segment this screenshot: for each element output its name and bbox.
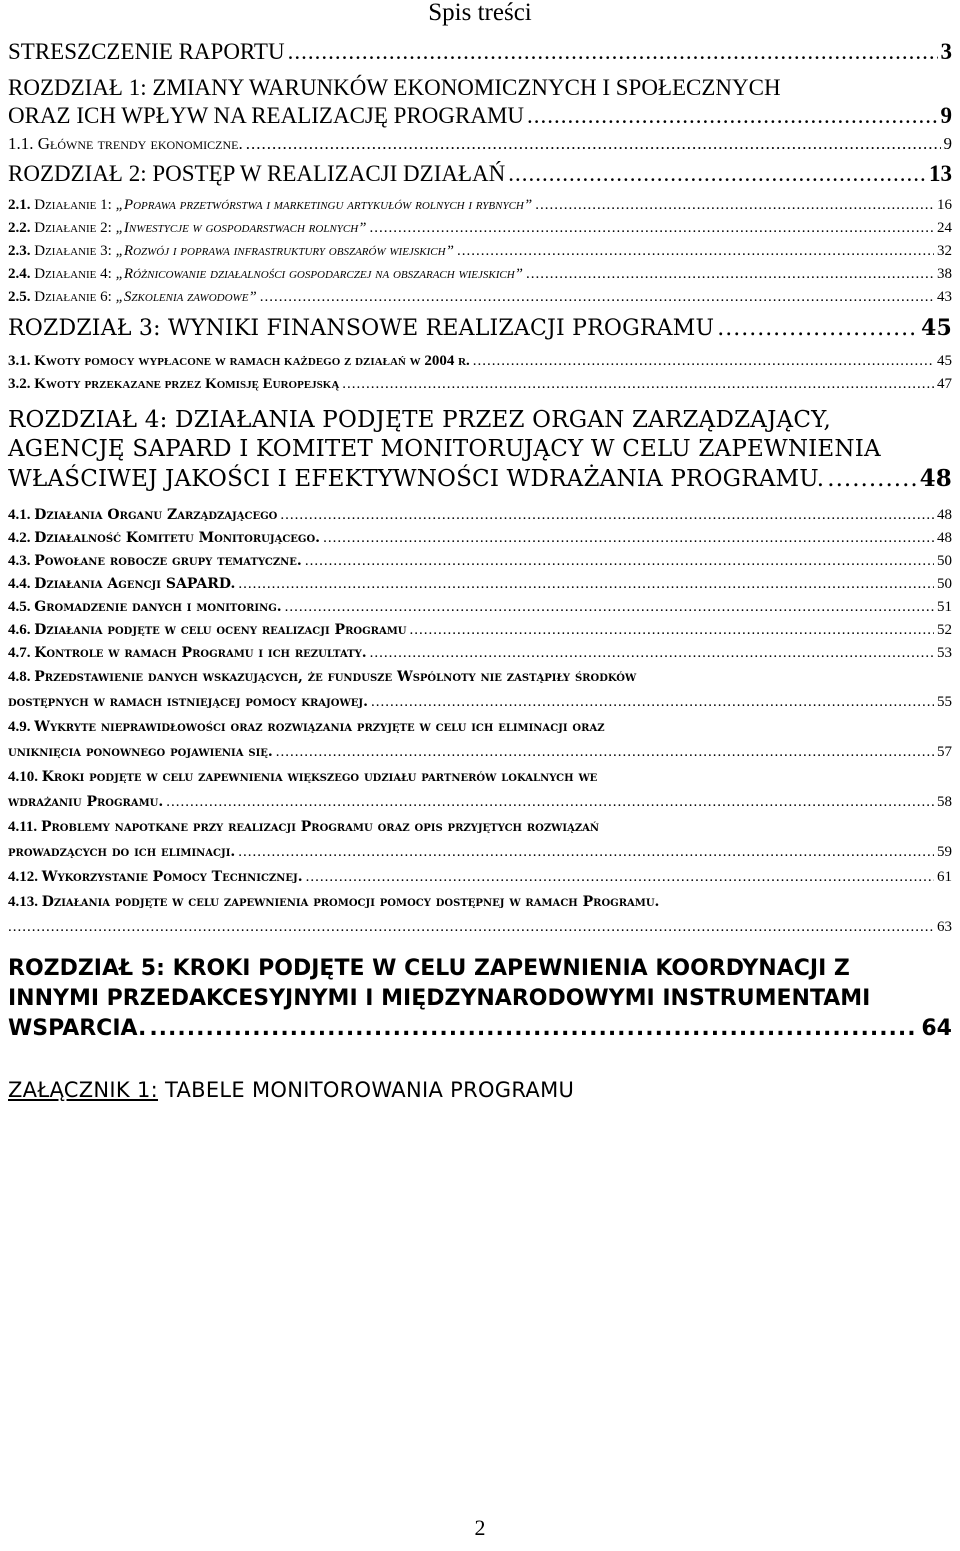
toc-entry-4-13[interactable]: 4.13. Działania podjęte w celu zapewnienia promocji pomocy dostępnej w ramach Programu. ..... 63 [8, 890, 952, 940]
toc-entry-1-1[interactable]: 1.1. Główne trendy ekonomiczne. ..... 9 [8, 130, 952, 158]
toc-title: Spis treści [428, 0, 532, 26]
page-number: 2 [474, 1515, 486, 1540]
toc-entry-2-4[interactable]: 2.4. Działanie 4: „Różnicowanie działalności gospodarczej na obszarach wiejskich” ..... 38 [8, 263, 952, 286]
toc-entry-2-2[interactable]: 2.2. Działanie 2: „Inwestycje w gospodarstwach rolnych” ..... 24 [8, 217, 952, 240]
toc-entry-4-11[interactable]: 4.11. Problemy napotkane przy realizacji Programu oraz opis przyjętych rozwiązań prowadzących do ich eliminacji. ..... 59 [8, 815, 952, 865]
toc-entry-chapter-2[interactable]: ROZDZIAŁ 2: POSTĘP W REALIZACJI DZIAŁAŃ ..... 13 [8, 160, 952, 188]
toc-page [8, 0, 952, 1102]
toc-entry-4-4[interactable]: 4.4. Działania Agencji SAPARD. ..... 50 [8, 573, 952, 596]
toc-entry-3-1[interactable]: 3.1. Kwoty pomocy wypłacone w ramach każdego z działań w 2004 r. ..... 45 [8, 350, 952, 373]
toc-entry-4-1[interactable]: 4.1. Działania Organu Zarządzającego ..... 48 [8, 504, 952, 527]
toc-entry-chapter-1[interactable]: ROZDZIAŁ 1: ZMIANY WARUNKÓW EKONOMICZNYCH I SPOŁECZNYCH ORAZ ICH WPŁYW NA REALIZACJĘ PROGRAMU ..... 9 [8, 74, 952, 130]
toc-entry-chapter-4[interactable]: ROZDZIAŁ 4: DZIAŁANIA PODJĘTE PRZEZ ORGAN ZARZĄDZAJĄCY, AGENCJĘ SAPARD I KOMITET MONITORUJĄCY W CELU ZAPEWNIENIA WŁAŚCIWEJ JAKOŚCI I EFEKTYWNOŚCI WDRAŻANIA PROGRAMU. ..... 48 [8, 406, 952, 494]
toc-entry-4-7[interactable]: 4.7. Kontrole w ramach Programu i ich rezultaty. ..... 53 [8, 642, 952, 665]
toc-entry-chapter-5[interactable]: ROZDZIAŁ 5: KROKI PODJĘTE W CELU ZAPEWNIENIA KOORDYNACJI Z INNYMI PRZEDAKCESYJNYMI I MIĘDZYNARODOWYMI INSTRUMENTAMI WSPARCIA. ..... 64 [8, 954, 952, 1044]
toc-entry-4-12[interactable]: 4.12. Wykorzystanie Pomocy Technicznej. ..... 61 [8, 865, 952, 890]
toc-entry-annex-1[interactable] [8, 1078, 952, 1102]
toc-entry-4-3[interactable]: 4.3. Powołane robocze grupy tematyczne. ..... 50 [8, 550, 952, 573]
toc-entry-4-10[interactable]: 4.10. Kroki podjęte w celu zapewnienia większego udziału partnerów lokalnych we wdrażaniu Programu. ..... 58 [8, 765, 952, 815]
toc-entry-4-8[interactable]: 4.8. Przedstawienie danych wskazujących, że fundusze Wspólnoty nie zastąpiły środków dostępnych w ramach istniejącej pomocy krajowej. ..... 55 [8, 665, 952, 715]
toc-entry-2-1[interactable]: 2.1. Działanie 1: „Poprawa przetwórstwa i marketingu artykułów rolnych i rybnych” ..... 16 [8, 194, 952, 217]
toc-entry-2-5[interactable]: 2.5. Działanie 6: „Szkolenia zawodowe” ..... 43 [8, 286, 952, 309]
toc-entry-summary[interactable]: STRESZCZENIE RAPORTU ..... 3 [8, 38, 952, 66]
toc-entry-chapter-3[interactable]: ROZDZIAŁ 3: WYNIKI FINANSOWE REALIZACJI PROGRAMU ..... 45 [8, 315, 952, 342]
toc-entry-4-9[interactable]: 4.9. Wykryte nieprawidłowości oraz rozwiązania przyjęte w celu ich eliminacji oraz uniknięcia ponownego pojawienia się. ..... 57 [8, 715, 952, 765]
toc-entry-4-6[interactable]: 4.6. Działania podjęte w celu oceny realizacji Programu ..... 52 [8, 619, 952, 642]
toc-entry-4-5[interactable]: 4.5. Gromadzenie danych i monitoring. ..... 51 [8, 596, 952, 619]
toc-entry-4-2[interactable]: 4.2. Działalność Komitetu Monitorującego. ..... 48 [8, 527, 952, 550]
annex-title: TABELE MONITOROWANIA PROGRAMU [158, 1078, 575, 1102]
annex-label: ZAŁĄCZNIK 1: [8, 1078, 158, 1102]
toc-entry-3-2[interactable]: 3.2. Kwoty przekazane przez Komisję Europejską ..... 47 [8, 373, 952, 396]
toc-entry-2-3[interactable]: 2.3. Działanie 3: „Rozwój i poprawa infrastruktury obszarów wiejskich” ..... 32 [8, 240, 952, 263]
